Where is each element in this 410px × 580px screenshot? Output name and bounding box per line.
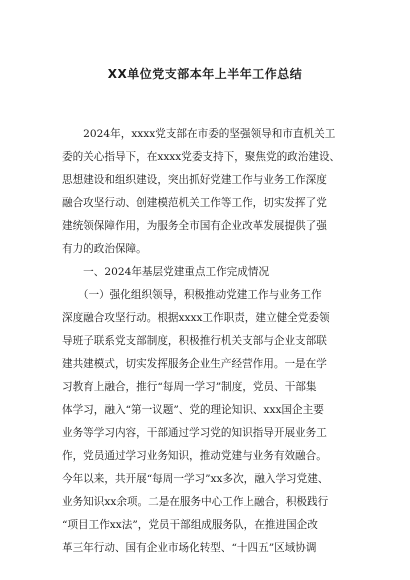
paragraph-line: 委的关心指导下，在xxxx党委支持下，聚焦党的政治建设、 (62, 151, 341, 163)
paragraph-line: 业务知识xx余项。二是在服务中心工作上融合，积极践行 (62, 496, 329, 508)
paragraph-line: 思想建设和组织建设，突出抓好党建工作与业务工作深度 (62, 174, 327, 186)
paragraph-line: 作，党员通过学习业务知识，推动党建与业务有效融合。 (62, 450, 327, 462)
paragraph-line: 体学习，融入“第一议题”、党的理论知识、xxx国企主要 (62, 404, 324, 416)
document-title: XX单位党支部本年上半年工作总结 (107, 67, 303, 81)
paragraph-line: 业务等学习内容，干部通过学习党的知识指导开展业务工 (62, 427, 327, 439)
paragraph-line: 融合攻坚行动、创建模范机关工作等工作，切实发挥了党 (62, 197, 327, 209)
paragraph-line: “项目工作xx法”，党员干部组成服务队，在推进国企改 (62, 519, 318, 531)
paragraph-line: 深度融合攻坚行动。根据xxxx工作职责，建立健全党委领 (62, 312, 330, 324)
paragraph-line: 导班子联系党支部制度，积极推行机关支部与企业支部联 (62, 335, 327, 347)
paragraph-line: 习教育上融合，推行“每周一学习”制度，党员、干部集 (62, 381, 317, 393)
paragraph-line: 建共建模式，切实发挥服务企业生产经营作用。一是在学 (62, 358, 327, 370)
subsection-heading-line: （一）强化组织领导，积极推动党建工作与业务工作 (62, 289, 322, 301)
paragraph-line: 有力的政治保障。 (62, 243, 147, 255)
document-body (62, 123, 350, 560)
section-heading: 一、2024年基层党建重点工作完成情况 (62, 266, 270, 278)
paragraph-line: 今年以来，共开展“每周一学习”xx多次，融入学习党建、 (62, 473, 329, 485)
paragraph-line: 2024年，xxxx党支部在市委的坚强领导和市直机关工 (62, 128, 336, 140)
paragraph-line: 建统领保障作用，为服务全市国有企业改革发展提供了强 (62, 220, 327, 232)
paragraph-line: 革三年行动、国有企业市场化转型、“十四五”区域协调 (62, 542, 317, 554)
